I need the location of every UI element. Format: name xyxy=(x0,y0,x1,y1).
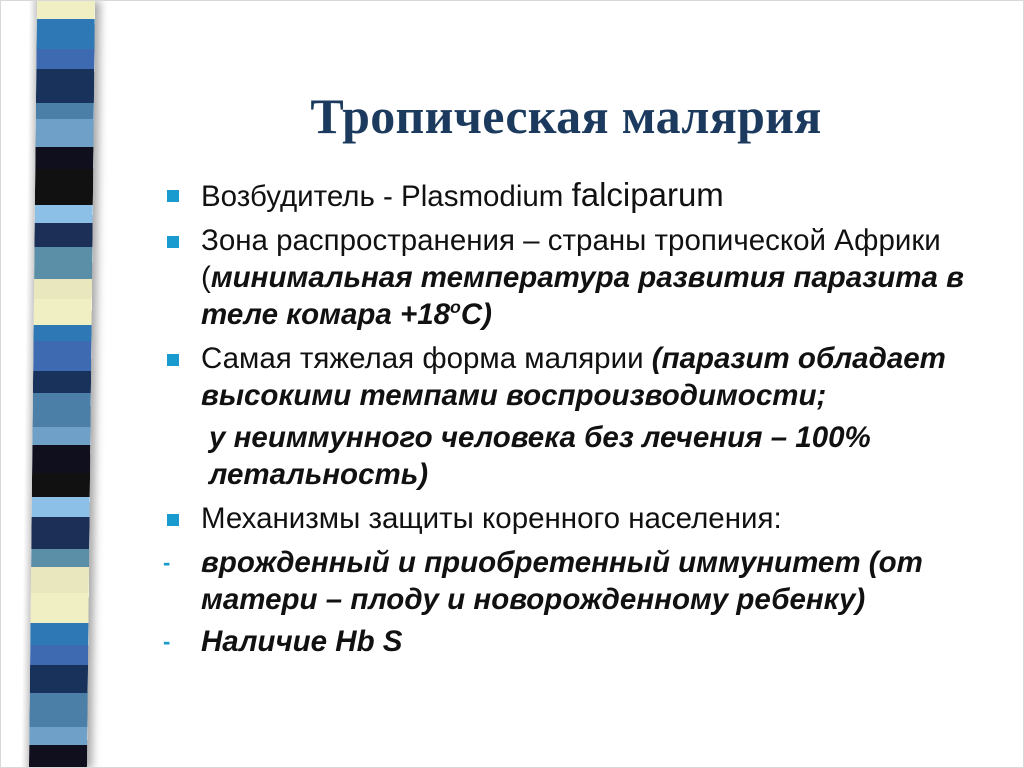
stripe-band xyxy=(30,593,88,623)
bullet-list xyxy=(161,176,1021,665)
stripe-band xyxy=(31,517,89,549)
square-bullet-icon xyxy=(167,236,179,248)
stripe-band xyxy=(34,299,92,325)
slide-title: Тропическая малярия xyxy=(310,88,822,144)
stripe-band xyxy=(29,745,87,768)
dash-bullet-icon: - xyxy=(163,550,171,575)
distribution-temperature-unit: С) xyxy=(460,298,492,331)
list-item-severity xyxy=(161,340,1021,414)
stripe-band xyxy=(30,623,88,645)
stripe-band xyxy=(32,427,90,445)
stripe-band xyxy=(34,279,92,299)
stripe-band xyxy=(31,549,89,567)
stripe-band xyxy=(30,665,88,693)
stripe-band xyxy=(30,645,88,665)
stripe-band xyxy=(37,1,95,19)
square-bullet-icon xyxy=(167,354,179,366)
stripe-band xyxy=(36,19,94,49)
stripe-band xyxy=(36,69,94,103)
stripe-band xyxy=(31,567,89,593)
stripe-band xyxy=(32,445,90,473)
mortality-note: у неиммунного человека без лечения – 100% летальность) xyxy=(209,421,871,491)
stripe-band xyxy=(35,169,93,205)
list-item-hbs xyxy=(161,623,1021,660)
pathogen-species: falciparum xyxy=(571,176,724,213)
list-item-distribution xyxy=(161,222,1021,333)
stripe-band xyxy=(36,49,94,69)
distribution-temperature-note: минимальная температура развития паразита в теле комара +18 xyxy=(201,261,964,331)
stripe-band xyxy=(32,497,90,517)
list-item-protection xyxy=(161,500,1021,537)
square-bullet-icon xyxy=(167,190,179,202)
protection-text: Механизмы защиты коренного населения: xyxy=(201,502,782,535)
stripe-band xyxy=(36,103,94,119)
stripe-band xyxy=(29,693,87,727)
stripe-pattern xyxy=(29,1,95,768)
dash-bullet-icon: - xyxy=(163,629,171,654)
degree-superscript: о xyxy=(450,297,461,318)
stripe-band xyxy=(29,727,87,745)
square-bullet-icon xyxy=(167,514,179,526)
severity-text: Самая тяжелая форма малярии xyxy=(201,342,652,375)
severity-note: (паразит обладает высокими темпами воспроизводимости; xyxy=(201,342,946,412)
stripe-band xyxy=(34,223,92,247)
pathogen-text: Возбудитель - Plasmodium xyxy=(201,180,572,213)
stripe-band xyxy=(33,393,91,427)
hbs-text: Наличие Hb S xyxy=(201,625,403,658)
list-item-pathogen xyxy=(161,176,1021,215)
stripe-band xyxy=(35,119,93,147)
stripe-band xyxy=(35,147,93,169)
stripe-band xyxy=(32,473,90,497)
stripe-band xyxy=(33,371,91,393)
immunity-text: врожденный и приобретенный иммунитет (от матери – плоду и новорожденному ребенку) xyxy=(201,546,923,616)
list-item-immunity xyxy=(161,544,1021,618)
decorative-stripe-bar xyxy=(29,1,95,768)
stripe-band xyxy=(34,247,92,279)
list-item-mortality xyxy=(161,419,1021,493)
stripe-band xyxy=(35,205,93,223)
stripe-band xyxy=(33,341,91,371)
distribution-text: Зона распространения – страны тропической Африки ( xyxy=(201,224,941,294)
stripe-band xyxy=(33,325,91,341)
